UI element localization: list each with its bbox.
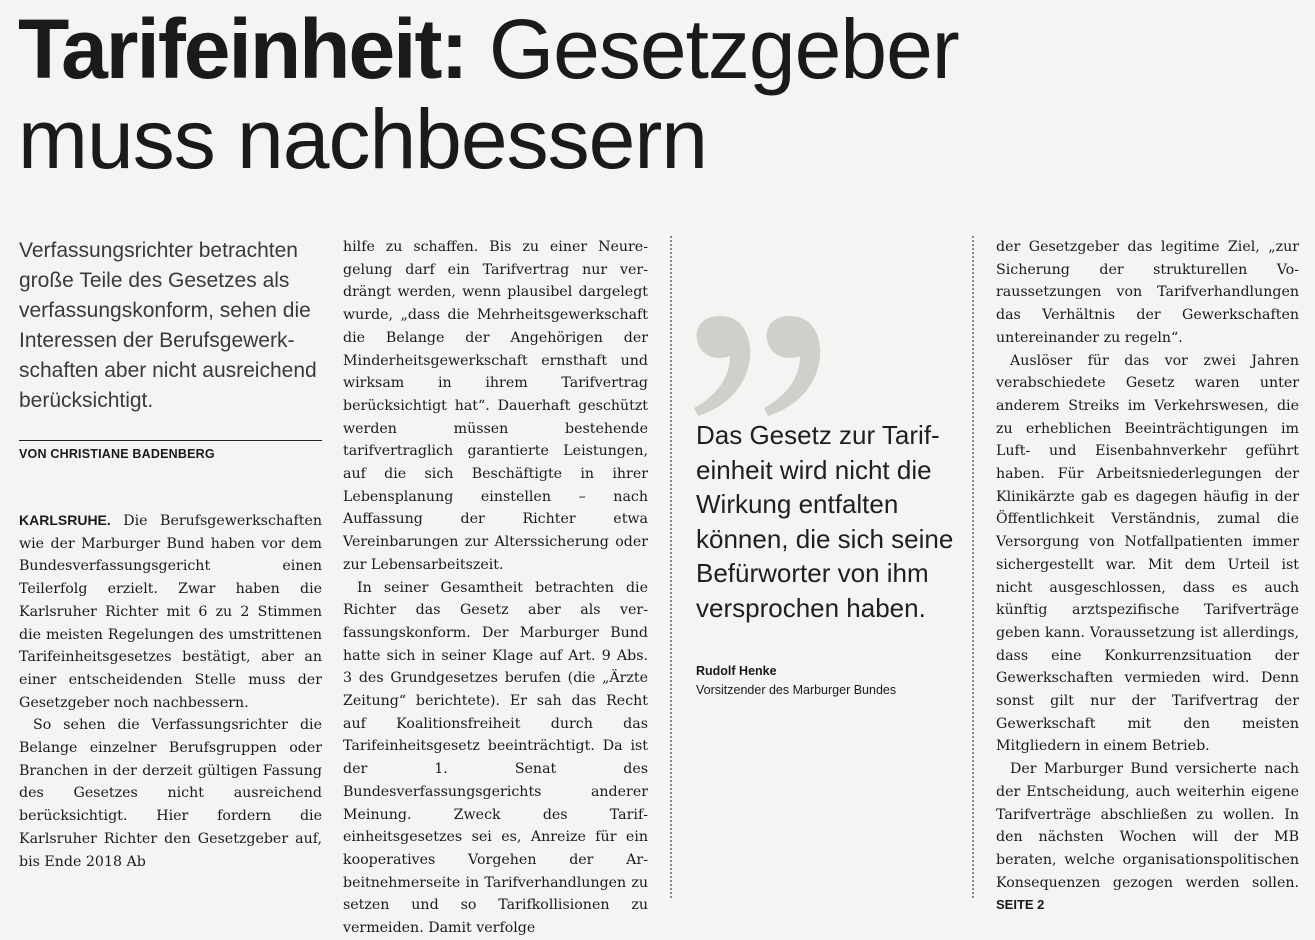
page-reference: SEITE 2 bbox=[996, 897, 1045, 913]
headline-bold: Tarifeinheit: bbox=[18, 2, 467, 96]
column-1 bbox=[19, 236, 322, 873]
headline-light-line2: muss nachbessern bbox=[18, 92, 708, 186]
teaser: Verfassungsrichter betrachten große Teile des Gesetzes als verfassungskonform, sehen die Interessen der Berufsgewerkschaften aber nicht ausreichend berücksichtigt. bbox=[19, 239, 317, 412]
article-column-2 bbox=[343, 236, 648, 940]
article-column-4 bbox=[996, 236, 1299, 917]
paragraph-3-cont: der Gesetzgeber das legitime Ziel, „zur Sicherung der strukturellen Voraussetzungen von Tarifverhandlungen das Verhältnis der Gewerkschaften untereinander zu regeln“. bbox=[996, 239, 1299, 346]
byline: VON CHRISTIANE BADENBERG bbox=[19, 447, 215, 461]
column-divider-2 bbox=[972, 236, 974, 898]
paragraph-2-cont: hilfe zu schaffen. Bis zu einer Neuregelung darf ein Tarifvertrag nur verdrängt werden, wenn plausibel dargelegt wurde, „dass die Mehrheitsgewerkschaft die Belange der Angehörigen der Minderheitsgewerkschaft ernsthaft und wirksam in ihrem Tarifvertrag berücksichtigt hat“. Dauerhaft geschützt werden müssen bestehende tarifvertraglich garantierte Leistungen, auf die sich Beschäftigte in ihrer Lebensplanung einstellen – nach Auffassung der Richter etwa Vereinbarungen zur Alterssicherung oder zur Lebensarbeitszeit. bbox=[343, 239, 648, 573]
article-column-1 bbox=[19, 509, 322, 873]
paragraph-4: Auslöser für das vor zwei Jahren verabschiedete Gesetz waren unter anderem Streiks im Verkehrswesen, die zu erheblichen Beeinträchtigungen im Luft- und Eisenbahnverkehr geführt haben. Für Arbeitsniederlegungen der Klinikärzte gab es dagegen häufig in der Öffentlichkeit Verständnis, zumal die Versorgung von Notfallpatienten immer sichergestellt war. Mit dem Urteil ist nicht ausgeschlossen, dass es auch künftig arztspezifische Tarifverträge geben kann. Voraussetzung ist allerdings, dass eine Konkurrenzsituation der Gewerkschaften vermieden wird. Denn sonst gilt nur der Tarifvertrag der Gewerkschaft mit den meisten Mitgliedern in einem Betrieb. bbox=[996, 352, 1299, 755]
headline bbox=[18, 4, 1298, 184]
column-divider-1 bbox=[670, 236, 672, 898]
column-4 bbox=[996, 236, 1299, 917]
paragraph-3-start: In seiner Gesamtheit betrachten die Richter das Gesetz aber als verfassungskonform. Der Marburger Bund hatte sich in seiner Klage auf Art. 9 Abs. 3 des Grundgesetzes berufen (die „Ärzte Zeitung“ berichtete). Er sah das Recht auf Koalitionsfreiheit durch das Tarifeinheitsgesetz beeinträchtigt. Da ist der 1. Senat des Bundesverfassungsgerichts anderer Meinung. Zweck des Tarifeinheitsgesetzes sei es, Anreize für ein kooperatives Vorgehen der Arbeitnehmerseite in Tarifverhandlungen zu setzen und so Tarifkollisionen zu vermeiden. Damit verfolge bbox=[343, 579, 648, 937]
column-2 bbox=[343, 236, 648, 940]
headline-light-line1: Gesetzgeber bbox=[488, 2, 959, 96]
pullquote-author: Rudolf Henke bbox=[696, 664, 777, 678]
paragraph-2-start: So sehen die Verfassungsrichter die Belange einzelner Berufsgruppen oder Branchen in der derzeit gültigen Fassung des Gesetzes nicht ausreichend berücksichtigt. Hier fordern die Karlsruher Richter den Gesetzgeber auf, bis Ende 2018 Ab bbox=[19, 717, 322, 870]
quote-mark-icon bbox=[690, 312, 830, 422]
paragraph-5: Der Marburger Bund versicherte nach der Entscheidung, auch weiterhin eigene Tarifverträge abschließen zu wollen. In den nächsten Wochen will der MB beraten, welche organisationspolitischen Konsequenzen gezogen werden sollen. bbox=[996, 761, 1299, 891]
paragraph-1: Die Berufsgewerkschaften wie der Marburger Bund haben vor dem Bundesverfassungsgericht einen Teilerfolg erzielt. Zwar haben die Karlsruher Richter mit 6 zu 2 Stimmen die meisten Regelungen des umstrittenen Tarifeinheitsgesetzes bestätigt, aber an einer entscheidenden Stelle muss der Gesetzgeber noch nachbessern. bbox=[19, 513, 322, 711]
pullquote-text: Das Gesetz zur Tarifeinheit wird nicht die Wirkung entfalten können, die sich seine Befürworter von ihm versprochen haben. bbox=[696, 420, 954, 623]
dateline: KARLSRUHE. bbox=[19, 512, 111, 528]
pullquote-role: Vorsitzender des Marburger Bundes bbox=[696, 683, 897, 697]
byline-rule bbox=[19, 440, 322, 441]
